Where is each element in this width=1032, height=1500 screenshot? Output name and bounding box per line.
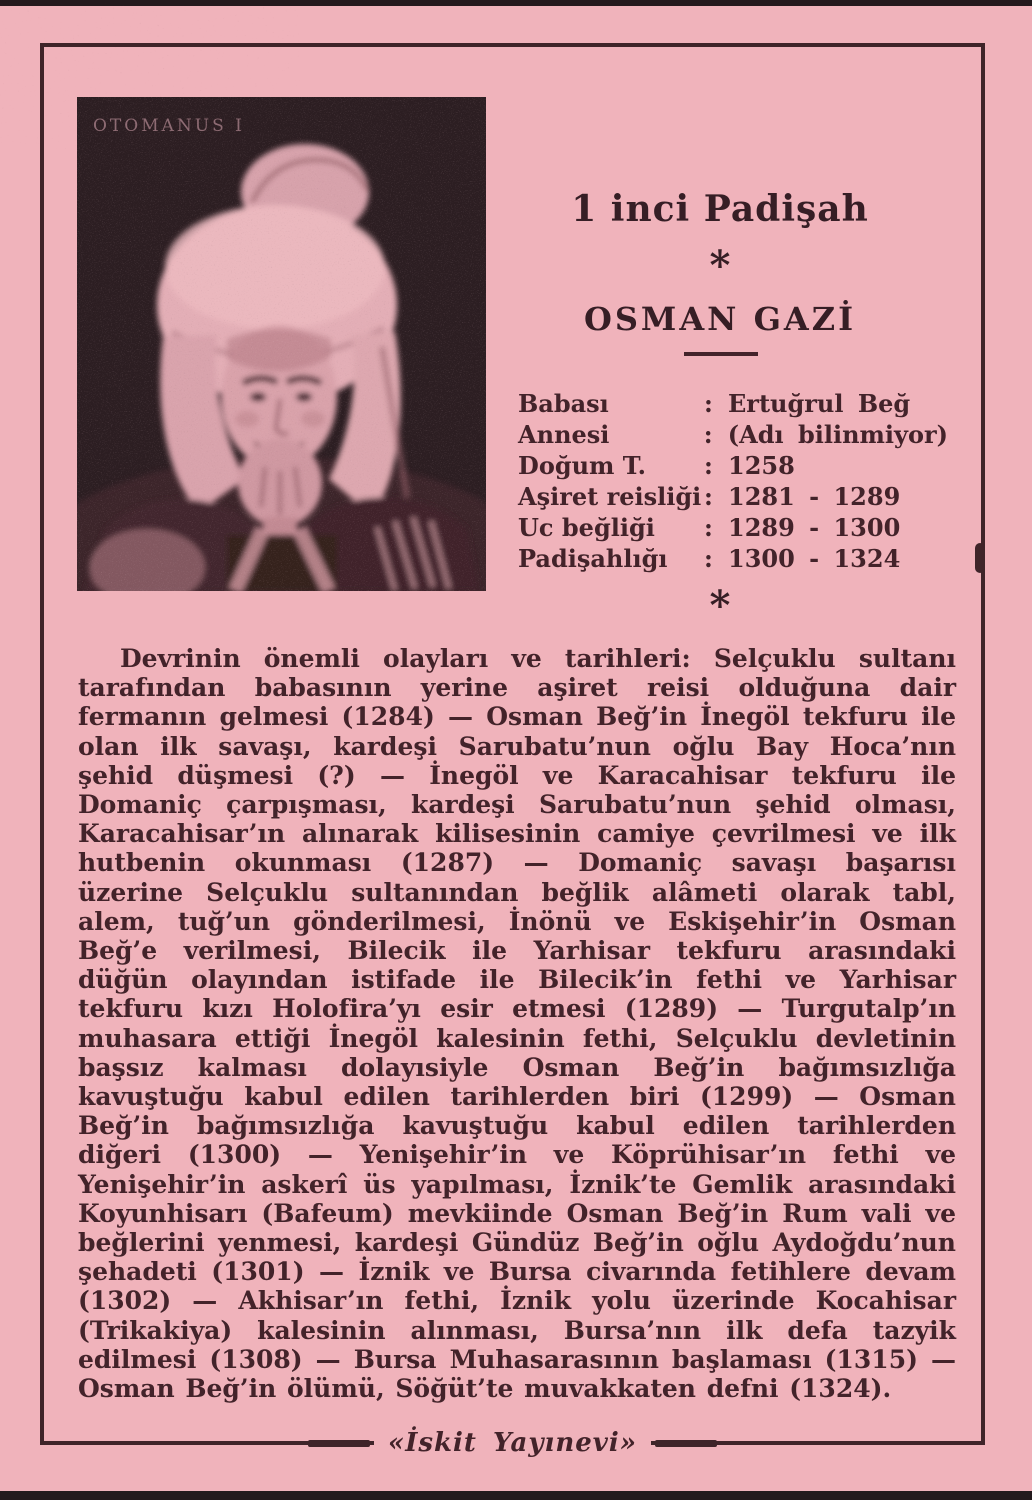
info-colon: : xyxy=(704,544,713,573)
portrait-illustration xyxy=(77,97,486,591)
info-colon: : xyxy=(704,451,713,480)
events-paragraph: Devrinin önemli olayları ve tarihleri: Selçuklu sultanı tarafından babasının yerine aşiret reisi olduğuna dair fermanın gelmesi (1284) — Osman Beğ’in İnegöl tekfuru ile olan ilk savaşı, kardeşi Sarubatu’nun oğlu Bay Hoca’nın şehid düşmesi (?) — İnegöl ve Karacahisar tekfuru ile Domaniç çarpışması, kardeşi Sarubatu’nun şehid olması, Karacahisar’ın alınarak kilisesinin camiye çevrilmesi ve ilk hutbenin okunması (1287) — Domaniç savaşı başarısı üzerine Selçuklu sultanından beğlik alâmeti olarak tabl, alem, tuğ’un gönderilmesi, İnönü ve Eskişehir’in Osman Beğ’e verilmesi, Bilecik ile Yarhisar tekfuru arasındaki düğün olayından istifade ile Bilecik’in fethi ve Yarhisar tekfuru kızı Holofira’yı esir etmesi (1289) — Turgutalp’ın muhasara ettiği İnegöl kalesinin fethi, Selçuklu devletinin başsız kalması dolayısiyle Osman Beğ’in bağımsızlığa kavuştuğu kabul edilen tarihlerden biri (1299) — Osman Beğ’in bağımsızlığa kavuştuğu kabul edilen tarihlerden diğeri (1300) — Yenişehir’in ve Köprühisar’ın fethi ve Yenişehir’in askerî üs yapılması, İznik’te Gemlik arasındaki Koyunhisarı (Bafeum) mevkiinde Osman Beğ’in Rum vali ve beğlerini yenmesi, kardeşi Gündüz Beğ’in oğlu Aydoğdu’nun şehadeti (1301) — İznik ve Bursa civarında fetihlere devam (1302) — Akhisar’ın fethi, İznik yolu üzerinde Kocahisar (Trikakiya) kalesinin alınması, Bursa’nın ilk defa tazyik edilmesi (1308) — Bursa Muhasarasının başlaması (1315) — Osman Beğ’in ölümü, Söğüt’te muvakkaten defni (1324). xyxy=(78,644,956,1404)
info-colon: : xyxy=(704,513,713,542)
info-label: Aşiret reisliği xyxy=(518,482,702,511)
info-value: Ertuğrul Beğ xyxy=(728,389,911,418)
info-value: 1289 - 1300 xyxy=(728,513,901,542)
page-title: 1 inci Padişah xyxy=(571,188,869,230)
info-value: 1300 - 1324 xyxy=(728,544,901,573)
info-row-tribal-leadership xyxy=(518,481,948,512)
footer-dash-right xyxy=(655,1440,717,1447)
info-label: Padişahlığı xyxy=(518,544,668,573)
publisher-footer xyxy=(40,1421,985,1465)
biography-info-list xyxy=(518,388,948,574)
info-label: Babası xyxy=(518,389,609,418)
info-colon: : xyxy=(703,420,713,449)
footer-dash-left xyxy=(308,1440,370,1447)
name-underline-rule xyxy=(684,352,758,356)
info-row-birth xyxy=(518,450,948,481)
ink-blot xyxy=(975,543,985,573)
info-value: (Adı bilinmiyor) xyxy=(727,420,948,449)
info-label: Annesi xyxy=(518,420,610,449)
publisher-name: «İskit Yayınevi» xyxy=(374,1423,651,1463)
star-separator-top: * xyxy=(709,242,731,289)
info-label: Doğum T. xyxy=(518,451,646,480)
sultan-name: OSMAN GAZİ xyxy=(583,300,857,338)
scan-edge-bottom xyxy=(0,1491,1032,1500)
scan-edge-top xyxy=(0,0,1032,6)
info-value: 1281 - 1289 xyxy=(728,482,901,511)
info-row-mother xyxy=(518,419,948,450)
info-row-frontier-beylik xyxy=(518,512,948,543)
info-value: 1258 xyxy=(728,451,795,480)
info-row-father xyxy=(518,388,948,419)
star-separator-middle: * xyxy=(709,582,731,629)
info-label: Uc beğliği xyxy=(518,513,655,542)
info-colon: : xyxy=(704,389,713,418)
info-row-sultanate xyxy=(518,543,948,574)
portrait-photo xyxy=(77,97,486,591)
info-colon: : xyxy=(704,482,713,511)
